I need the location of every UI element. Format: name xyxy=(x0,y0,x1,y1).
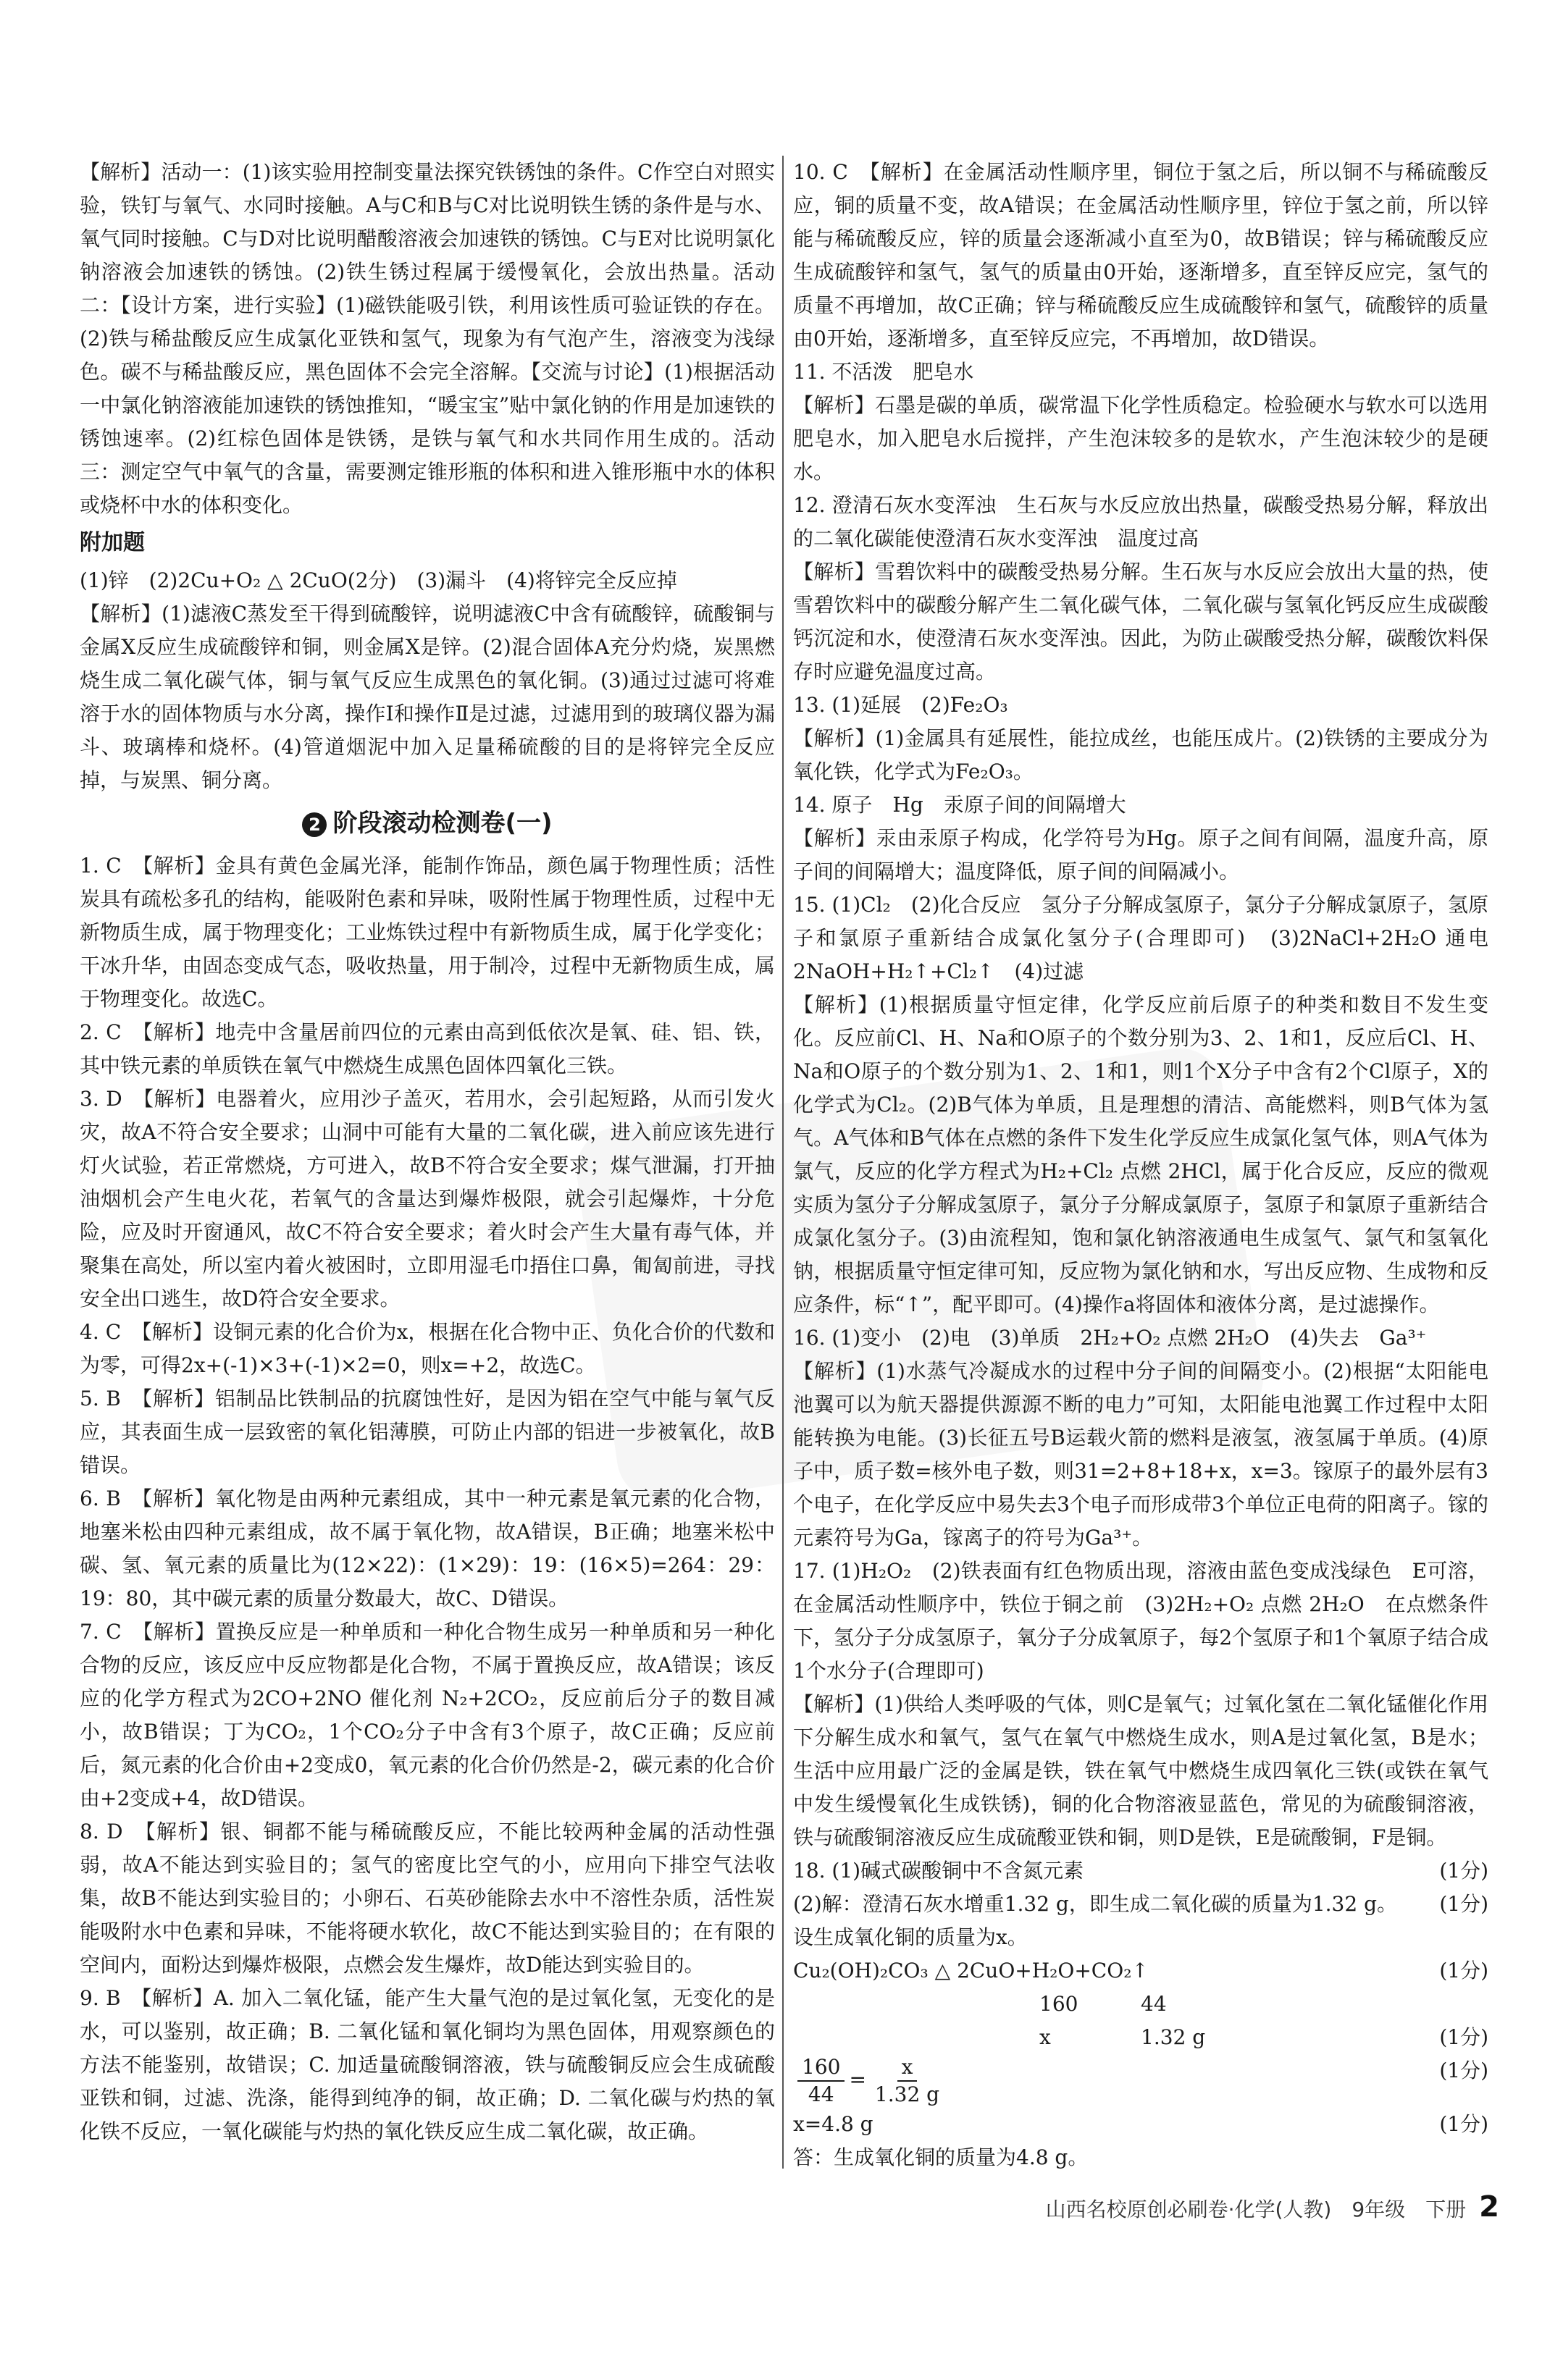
q18-row-points: (1分) xyxy=(1439,2025,1488,2049)
page-footer xyxy=(891,2190,1499,2224)
section-number-badge: 2 xyxy=(302,812,327,837)
q18-fraction-right xyxy=(871,2054,944,2108)
q18-part1-points: (1分) xyxy=(1439,1859,1488,1883)
q18-proportion-points: (1分) xyxy=(1439,2059,1488,2082)
question-13-analysis: 【解析】(1)金属具有延展性，能拉成丝，也能压成片。(2)铁锈的主要成分为氧化铁，化学式为Fe₂O₃。 xyxy=(793,726,1488,783)
section-title-text: 阶段滚动检测卷(一) xyxy=(332,809,553,838)
question-8: 8. D 【解析】银、铜都不能与稀硫酸反应，不能比较两种金属的活动性强弱，故A不能达到实验目的；氢气的密度比空气的小，应用向下排空气法收集，故B不能达到实验目的；小卵石、石英砂能除去水中不溶性杂质，活性炭能吸附水中色素和异味，不能将硬水软化，故C不能达到实验目的；在有限的空间内，面粉达到爆炸极限，点燃会发生爆炸，故D能达到实验目的。 xyxy=(80,1820,775,1977)
question-18-part1 xyxy=(793,1854,1488,1888)
q18-answer: 答：生成氧化铜的质量为4.8 g。 xyxy=(793,2145,1089,2169)
question-5: 5. B 【解析】铝制品比铁制品的抗腐蚀性好，是因为铝在空气中能与氧气反应，其表面生成一层致密的氧化铝薄膜，可防止内部的铝进一步被氧化，故B错误。 xyxy=(80,1387,775,1477)
extra-answer: (1)锌 (2)2Cu+O₂ △ 2CuO(2分) (3)漏斗 (4)将锌完全反应掉 xyxy=(80,568,677,592)
q18-frac-right-bottom: 1.32 g xyxy=(874,2082,940,2106)
q18-equation-points: (1分) xyxy=(1439,1959,1488,1982)
question-11-answer: 11. 不活泼 肥皂水 xyxy=(793,360,974,384)
question-17-answer: 17. (1)H₂O₂ (2)铁表面有红色物质出现，溶液由蓝色变成浅绿色 E可溶，在金属活动性顺序中，铁位于铜之前 (3)2H₂+O₂ 点燃 2H₂O 在点燃条件下，氢分子分成氢原子，氧分子分成氧原子，每2个氢原子和1个氧原子结合成1个水分子(合理即可) xyxy=(793,1559,1488,1683)
q18-proportion-row xyxy=(793,2054,1488,2108)
q18-co2-mass: 1.32 g xyxy=(1141,2025,1206,2049)
left-column xyxy=(80,156,775,2148)
extra-analysis: 【解析】(1)滤液C蒸发至干得到硫酸锌，说明滤液C中含有硫酸锌，硫酸铜与金属X反应生成硫酸锌和铜，则金属X是锌。(2)混合固体A充分灼烧，炭黑燃烧生成二氧化碳气体，铜与氧气反应生成黑色的氧化铜。(3)通过过滤可将难溶于水的固体物质与水分离，操作Ⅰ和操作Ⅱ是过滤，过滤用到的玻璃仪器为漏斗、玻璃棒和烧杯。(4)管道烟泥中加入足量稀硫酸的目的是将锌完全反应掉，与炭黑、铜分离。 xyxy=(80,602,775,792)
question-6: 6. B 【解析】氧化物是由两种元素组成，其中一种元素是氧元素的化合物，地塞米松由四种元素组成，故不属于氧化物，故A错误，B正确；地塞米松中碳、氢、氧元素的质量比为(12×22)：(1×29)：19：(16×5)=264：29：19：80，其中碳元素的质量分数最大，故C、D错误。 xyxy=(80,1487,775,1610)
right-column xyxy=(793,156,1495,2174)
question-17-analysis: 【解析】(1)供给人类呼吸的气体，则C是氧气；过氧化氢在二氧化锰催化作用下分解生成水和氧气，氢气在氧气中燃烧生成水，则A是过氧化氢，B是水；生活中应用最广泛的金属是铁，铁在氧气中燃烧生成四氧化三铁(或铁在氧气中发生缓慢氧化生成铁锈)，铜的化合物溶液显蓝色，常见的为硫酸铜溶液，铁与硫酸铜溶液反应生成硫酸亚铁和铜，则D是铁，E是硫酸铜，F是铜。 xyxy=(793,1692,1488,1849)
question-2: 2. C 【解析】地壳中含量居前四位的元素由高到低依次是氧、硅、铝、铁，其中铁元素的单质铁在氧气中燃烧生成黑色固体四氧化三铁。 xyxy=(80,1020,775,1077)
question-7: 7. C 【解析】置换反应是一种单质和一种化合物生成另一种单质和另一种化合物的反应，该反应中反应物都是化合物，不属于置换反应，故A错误；该反应的化学方程式为2CO+2NO 催化剂 N₂+2CO₂，反应前后分子的数目减小，故B错误；丁为CO₂，1个CO₂分子中含有3个原子，故C正确；反应前后，氮元素的化合价由+2变成0，氧元素的化合价仍然是-2，碳元素的化合价由+2变成+4，故D错误。 xyxy=(80,1620,775,1810)
activity-analysis: 【解析】活动一：(1)该实验用控制变量法探究铁锈蚀的条件。C作空白对照实验，铁钉与氧气、水同时接触。A与C和B与C对比说明铁生锈的条件是与水、氧气同时接触。C与D对比说明醋酸溶液会加速铁的锈蚀。C与E对比说明氯化钠溶液会加速铁的锈蚀。(2)铁生锈过程属于缓慢氧化，会放出热量。活动二：【设计方案，进行实验】(1)磁铁能吸引铁，利用该性质可验证铁的存在。(2)铁与稀盐酸反应生成氯化亚铁和氢气，现象为有气泡产生，溶液变为浅绿色。碳不与稀盐酸反应，黑色固体不会完全溶解。【交流与讨论】(1)根据活动一中氯化钠溶液能加速铁的锈蚀推知，“暖宝宝”贴中氯化钠的作用是加速铁的锈蚀速率。(2)红棕色固体是铁锈，是铁与氧气和水共同作用生成的。活动三：测定空气中氧气的含量，需要测定锥形瓶的体积和进入锥形瓶中水的体积或烧杯中水的体积变化。 xyxy=(80,160,775,517)
q18-spacer-2 xyxy=(1257,1988,1488,2021)
question-1: 1. C 【解析】金具有黄色金属光泽，能制作饰品，颜色属于物理性质；活性炭具有疏松多孔的结构，能吸附色素和异味，吸附性属于物理性质，过程中无新物质生成，属于物理变化；工业炼铁过程中有新物质生成，属于化学变化；干冰升华，由固态变成气态，吸收热量，用于制冷，过程中无新物质生成，属于物理变化。故选C。 xyxy=(80,854,775,1011)
question-12-answer: 12. 澄清石灰水变浑浊 生石灰与水反应放出热量，碳酸受热易分解，释放出的二氧化碳能使澄清石灰水变浑浊 温度过高 xyxy=(793,493,1488,550)
q18-unknown-x: x xyxy=(1039,2025,1051,2049)
q18-molar-mass-cuo: 160 xyxy=(1039,1992,1078,2016)
question-14-analysis: 【解析】汞由汞原子构成，化学符号为Hg。原子之间有间隔，温度升高，原子间的间隔增大；温度降低，原子间的间隔减小。 xyxy=(793,826,1488,883)
q18-molar-mass-co2: 44 xyxy=(1141,1992,1167,2016)
q18-equal-sign: = xyxy=(849,2067,866,2092)
q18-let-statement: 设生成氧化铜的质量为x。 xyxy=(793,1925,1028,1949)
book-title: 山西名校原创必刷卷·化学(人教) 9年级 下册 xyxy=(1045,2198,1467,2221)
q18-fraction-left xyxy=(797,2054,845,2108)
question-13-answer: 13. (1)延展 (2)Fe₂O₃ xyxy=(793,693,1008,717)
question-14-answer: 14. 原子 Hg 汞原子间的间隔增大 xyxy=(793,793,1126,817)
q18-proportion xyxy=(793,2054,948,2108)
question-3: 3. D 【解析】电器着火，应用沙子盖灭，若用水，会引起短路，从而引发火灾，故A不符合安全要求；山洞中可能有大量的二氧化碳，进入前应该先进行灯火试验，若正常燃烧，方可进入，故B不符合安全要求；煤气泄漏，打开抽油烟机会产生电火花，若氧气的含量达到爆炸极限，就会引起爆炸，十分危险，应及时开窗通风，故C不符合安全要求；着火时会产生大量有毒气体，并聚集在高处，所以室内着火被困时，立即用湿毛巾捂住口鼻，匍匐前进，寻找安全出口逃生，故D符合安全要求。 xyxy=(80,1087,775,1311)
question-12-analysis: 【解析】雪碧饮料中的碳酸受热易分解。生石灰与水反应会放出大量的热，使雪碧饮料中的碳酸分解产生二氧化碳气体，二氧化碳与氢氧化钙反应生成碳酸钙沉淀和水，使澄清石灰水变浑浊。因此，为防止碳酸受热分解，碳酸饮料保存时应避免温度过高。 xyxy=(793,560,1488,684)
section-title xyxy=(80,802,775,845)
extra-question-title: 附加题 xyxy=(80,530,145,555)
q18-part2-text: (2)解：澄清石灰水增重1.32 g，即生成二氧化碳的质量为1.32 g。 xyxy=(793,1892,1398,1916)
q18-frac-left-top: 160 xyxy=(797,2054,845,2082)
question-16-analysis: 【解析】(1)水蒸气冷凝成水的过程中分子间的间隔变小。(2)根据“太阳能电池翼可以为航天器提供源源不断的电力”可知，太阳能电池翼工作过程中太阳能转换为电能。(3)长征五号B运载火箭的燃料是液氢，液氢属于单质。(4)原子中，质子数=核外电子数，则31=2+8+18+x，x=3。镓原子的最外层有3个电子，在化学反应中易失去3个电子而形成带3个单位正电荷的阳离子。镓的元素符号为Ga，镓离子的符号为Ga³⁺。 xyxy=(793,1359,1488,1549)
question-15-answer: 15. (1)Cl₂ (2)化合反应 氢分子分解成氢原子，氯分子分解成氯原子，氢原子和氯原子重新结合成氯化氢分子(合理即可) (3)2NaCl+2H₂O 通电 2NaOH+H₂↑+Cl₂↑ (4)过滤 xyxy=(793,893,1495,983)
q18-result-points: (1分) xyxy=(1439,2112,1488,2136)
q18-equation-row xyxy=(793,1954,1488,1988)
q18-part1-text: 18. (1)碱式碳酸铜中不含氮元素 xyxy=(793,1859,1084,1883)
question-10: 10. C 【解析】在金属活动性顺序里，铜位于氢之后，所以铜不与稀硫酸反应，铜的质量不变，故A错误；在金属活动性顺序里，锌位于氢之前，所以锌能与稀硫酸反应，锌的质量会逐渐减小直至为0，故B错误；锌与稀硫酸反应生成硫酸锌和氢气，氢气的质量由0开始，逐渐增多，直至锌反应完，氢气的质量不再增加，故C正确；锌与稀硫酸反应生成硫酸锌和氢气，硫酸锌的质量由0开始，逐渐增多，直至锌反应完，不再增加，故D错误。 xyxy=(793,160,1488,350)
q18-frac-right-top: x xyxy=(897,2054,918,2082)
column-divider xyxy=(782,156,784,2169)
question-4: 4. C 【解析】设铜元素的化合价为x，根据在化合物中正、负化合价的代数和为零，可得2x+(-1)×3+(-1)×2=0，则x=+2，故选C。 xyxy=(80,1320,775,1377)
q18-spacer-3 xyxy=(793,2021,1039,2054)
q18-result-row xyxy=(793,2108,1488,2141)
q18-part2-points: (1分) xyxy=(1439,1892,1488,1916)
q18-frac-left-bottom: 44 xyxy=(808,2082,834,2106)
q18-result: x=4.8 g xyxy=(793,2112,873,2136)
q18-equation: Cu₂(OH)₂CO₃ △ 2CuO+H₂O+CO₂↑ xyxy=(793,1959,1149,1982)
question-18-part2 xyxy=(793,1888,1488,1921)
question-15-analysis: 【解析】(1)根据质量守恒定律，化学反应前后原子的种类和数目不发生变化。反应前Cl、H、Na和O原子的个数分别为3、2、1和1，反应后Cl、H、Na和O原子的个数分别为1、2、1和1，则1个X分子中含有2个Cl原子，X的化学式为Cl₂。(2)B气体为单质，且是理想的清洁、高能燃料，则B气体为氢气。A气体和B气体在点燃的条件下发生化学反应生成氯化氢气体，则A气体为氯气，反应的化学方程式为H₂+Cl₂ 点燃 2HCl，属于化合反应，反应的微观实质为氢分子分解成氢原子，氯分子分解成氯原子，氢原子和氯原子重新结合成氯化氢分子。(3)由流程知，饱和氯化钠溶液通电生成氢气、氯气和氢氧化钠，根据质量守恒定律可知，反应物为氯化钠和水，写出反应物、生成物和反应条件，标“↑”，配平即可。(4)操作a将固体和液体分离，是过滤操作。 xyxy=(793,993,1488,1316)
q18-spacer xyxy=(793,1988,1039,2021)
question-11-analysis: 【解析】石墨是碳的单质，碳常温下化学性质稳定。检验硬水与软水可以选用肥皂水，加入肥皂水后搅拌，产生泡沫较多的是软水，产生泡沫较少的是硬水。 xyxy=(793,393,1488,484)
page-number: 2 xyxy=(1479,2190,1499,2224)
question-16-answer: 16. (1)变小 (2)电 (3)单质 2H₂+O₂ 点燃 2H₂O (4)失去 Ga³⁺ xyxy=(793,1326,1427,1350)
question-9: 9. B 【解析】A. 加入二氧化锰，能产生大量气泡的是过氧化氢，无变化的是水，可以鉴别，故正确；B. 二氧化锰和氧化铜均为黑色固体，用观察颜色的方法不能鉴别，故错误；C. 加适量硫酸铜溶液，铁与硫酸铜反应会生成硫酸亚铁和铜，过滤、洗涤，能得到纯净的铜，故正确；D. 二氧化碳与灼热的氧化铁不反应，一氧化碳能与灼热的氧化铁反应生成二氧化碳，故正确。 xyxy=(80,1986,775,2143)
q18-mass-table xyxy=(793,1988,1488,2054)
